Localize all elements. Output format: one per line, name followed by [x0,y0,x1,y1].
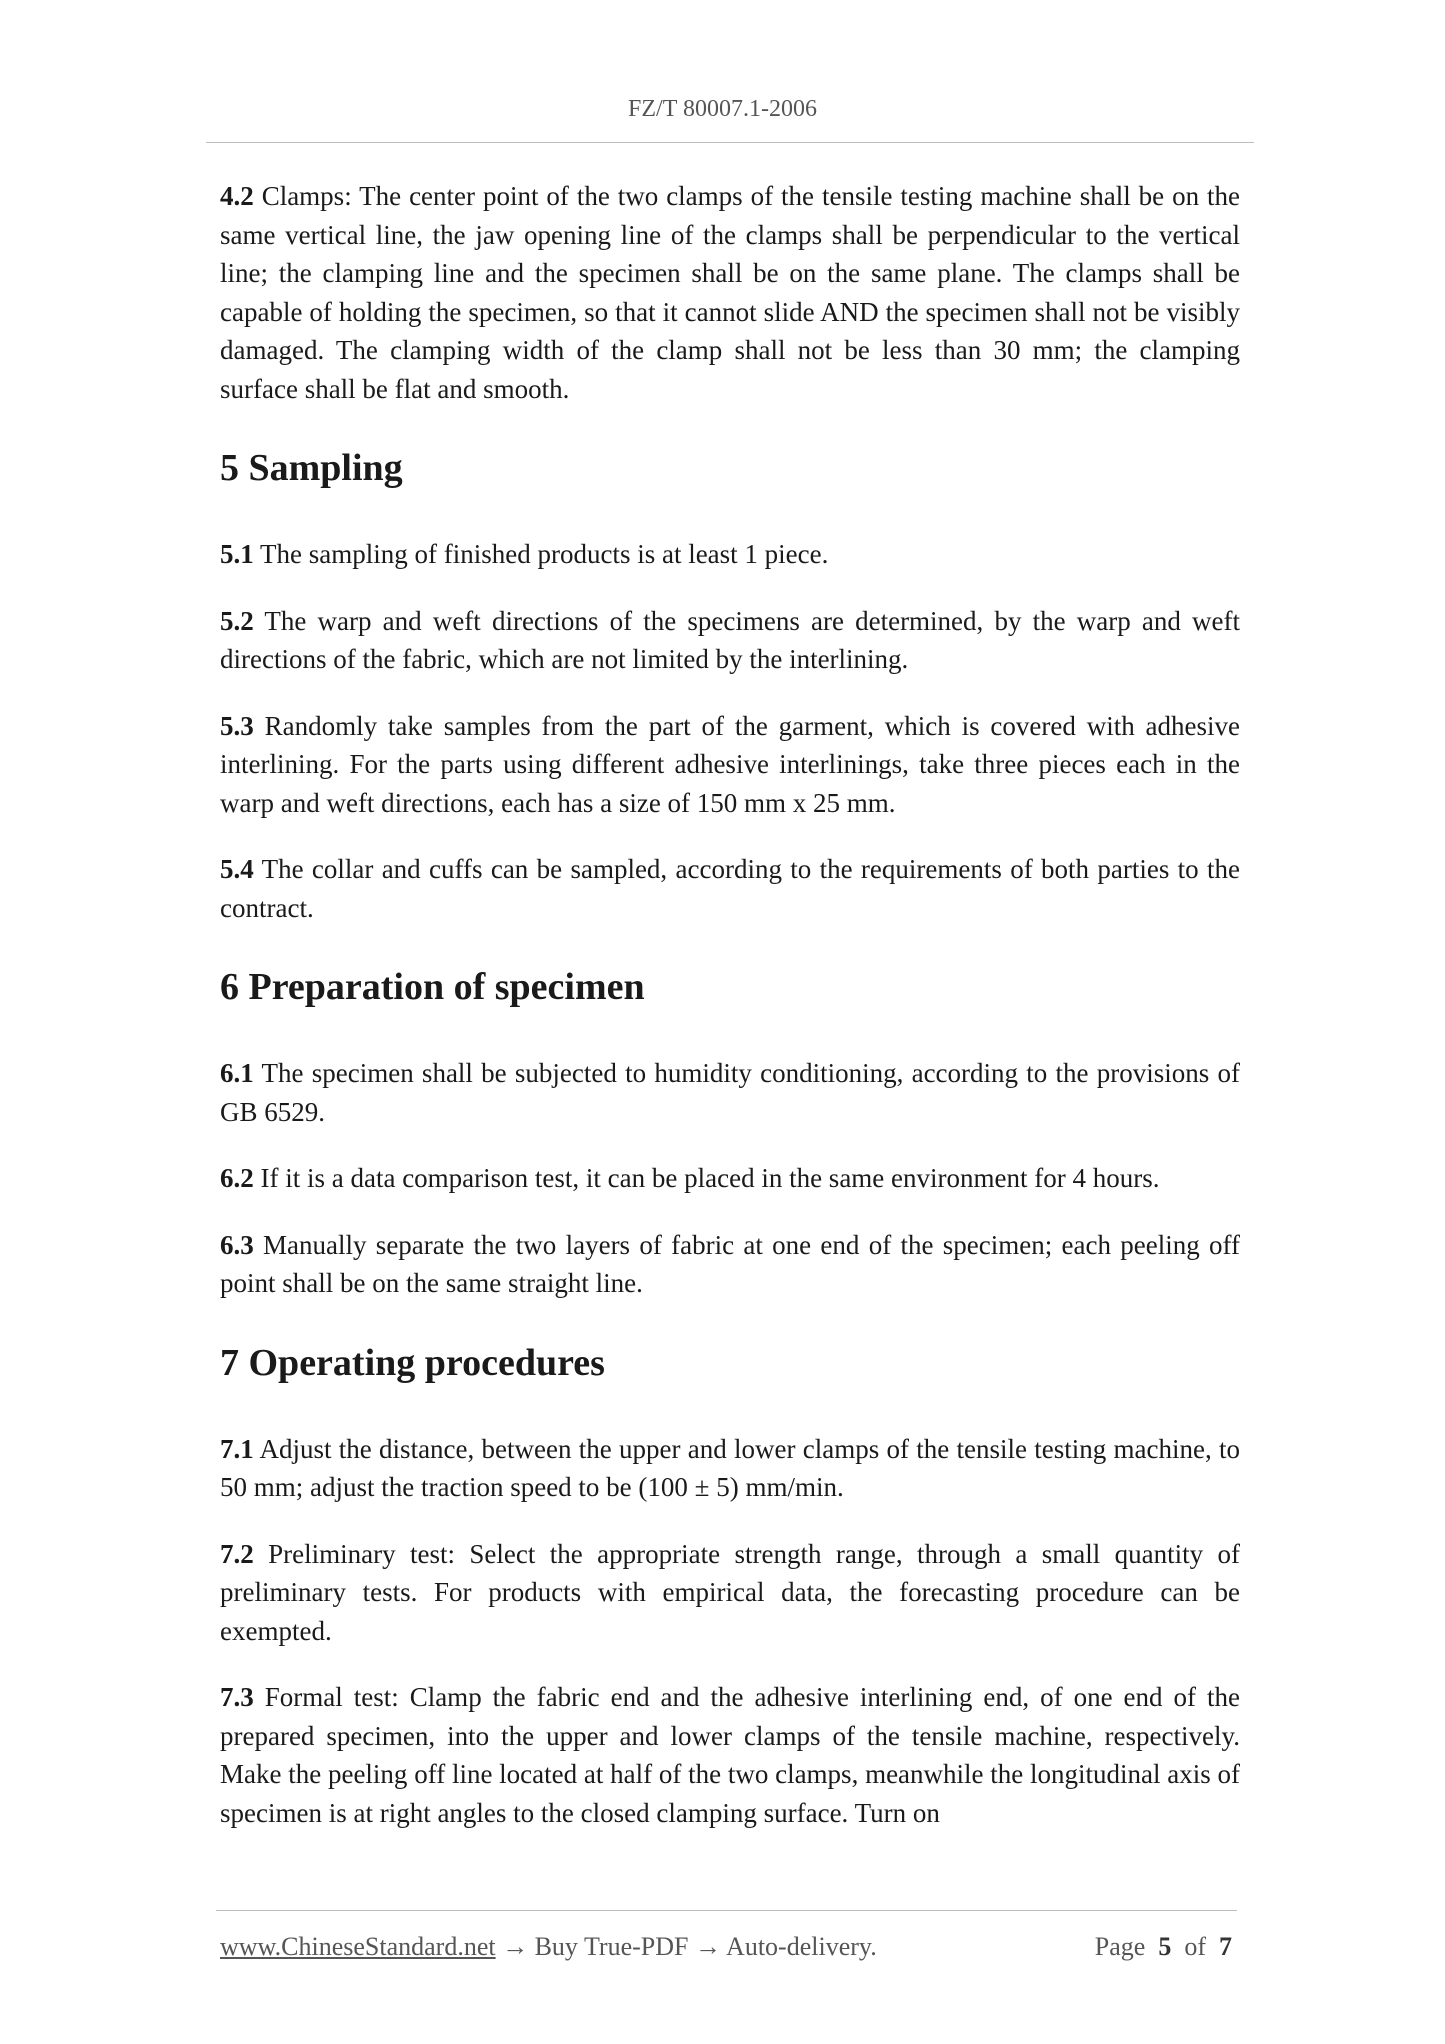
clause-text: Formal test: Clamp the fabric end and the adhesive interlining end, of one end of the prepared specimen, into the upper and lower clamps of the tensile machine, respectively. Make the peeling off line located at half of the two clamps, meanwhile the longitudinal axis of specimen is at right angles to the closed clamping surface. Turn on [220,1682,1240,1828]
clause-text: The collar and cuffs can be sampled, according to the requirements of both parties to the contract. [220,854,1240,923]
clause-text: Adjust the distance, between the upper and lower clamps of the tensile testing machine, to 50 mm; adjust the traction speed to be (100 ± 5) mm/min. [220,1433,1240,1502]
clause-number: 6.3 [220,1229,254,1260]
clause-number: 5.2 [220,605,254,636]
clause-7-1 [220,1430,1240,1507]
clause-text: If it is a data comparison test, it can be placed in the same environment for 4 hours. [253,1163,1160,1193]
header-divider [206,142,1254,143]
section-heading-operating-procedures: 7 Operating procedures [220,1341,605,1384]
footer-divider [216,1910,1237,1911]
clause-text: Clamps: The center point of the two clamps of the tensile testing machine shall be on the same vertical line, the jaw opening line of the clamps shall be perpendicular to the vertical line; the clamping line and the specimen shall be on the same plane. The clamps shall be capable of holding the specimen, so that it cannot slide AND the specimen shall not be visibly damaged. The clamping width of the clamp shall not be less than 30 mm; the clamping surface shall be flat and smooth. [220,181,1240,404]
clause-text: The sampling of finished products is at least 1 piece. [253,539,829,569]
clause-text: Randomly take samples from the part of the garment, which is covered with adhesive interlining. For the parts using different adhesive interlinings, take three pieces each in the warp and weft directions, each has a size of 150 mm x 25 mm. [220,710,1240,818]
document-body [220,177,1240,1860]
total-pages-number: 7 [1219,1932,1232,1961]
website-link[interactable]: www.ChineseStandard.net [220,1932,496,1961]
clause-number: 4.2 [220,181,254,211]
clause-5-2 [220,602,1240,679]
clause-number: 6.1 [220,1058,254,1088]
clause-number: 7.3 [220,1682,254,1712]
of-label: of [1184,1932,1206,1961]
clause-5-1 [220,535,1240,574]
clause-7-3 [220,1678,1240,1832]
footer-promo [220,1932,877,1962]
clause-number: 5.1 [220,539,254,569]
clause-number: 5.3 [220,710,254,741]
page-indicator [1095,1932,1232,1962]
clause-5-3 [220,707,1240,823]
page-footer [220,1932,1232,1972]
clause-5-4 [220,850,1240,927]
section-heading-preparation: 6 Preparation of specimen [220,966,645,1008]
clause-text: The specimen shall be subjected to humidity conditioning, according to the provisions of GB 6529. [220,1058,1240,1127]
clause-number: 7.1 [220,1433,254,1464]
document-code-header: FZ/T 80007.1-2006 [628,96,817,122]
clause-7-2 [220,1535,1240,1651]
clause-text: Preliminary test: Select the appropriate strength range, through a small quantity of preliminary tests. For products with empirical data, the forecasting procedure can be exempted. [220,1538,1240,1646]
page-label: Page [1094,1932,1146,1961]
current-page-number: 5 [1158,1932,1172,1961]
clause-6-1 [220,1054,1240,1131]
footer-tagline: → Buy True-PDF → Auto-delivery. [495,1932,877,1961]
section-heading-sampling: 5 Sampling [220,447,403,489]
clause-number: 5.4 [220,854,254,884]
clause-6-2 [220,1159,1240,1198]
clause-text: Manually separate the two layers of fabric at one end of the specimen; each peeling off point shall be on the same straight line. [220,1229,1240,1298]
clause-number: 6.2 [220,1163,254,1193]
clause-text: The warp and weft directions of the specimens are determined, by the warp and weft directions of the fabric, which are not limited by the interlining. [220,605,1240,674]
clause-6-3 [220,1226,1240,1303]
clause-4-2 [220,177,1240,408]
clause-number: 7.2 [220,1538,254,1569]
